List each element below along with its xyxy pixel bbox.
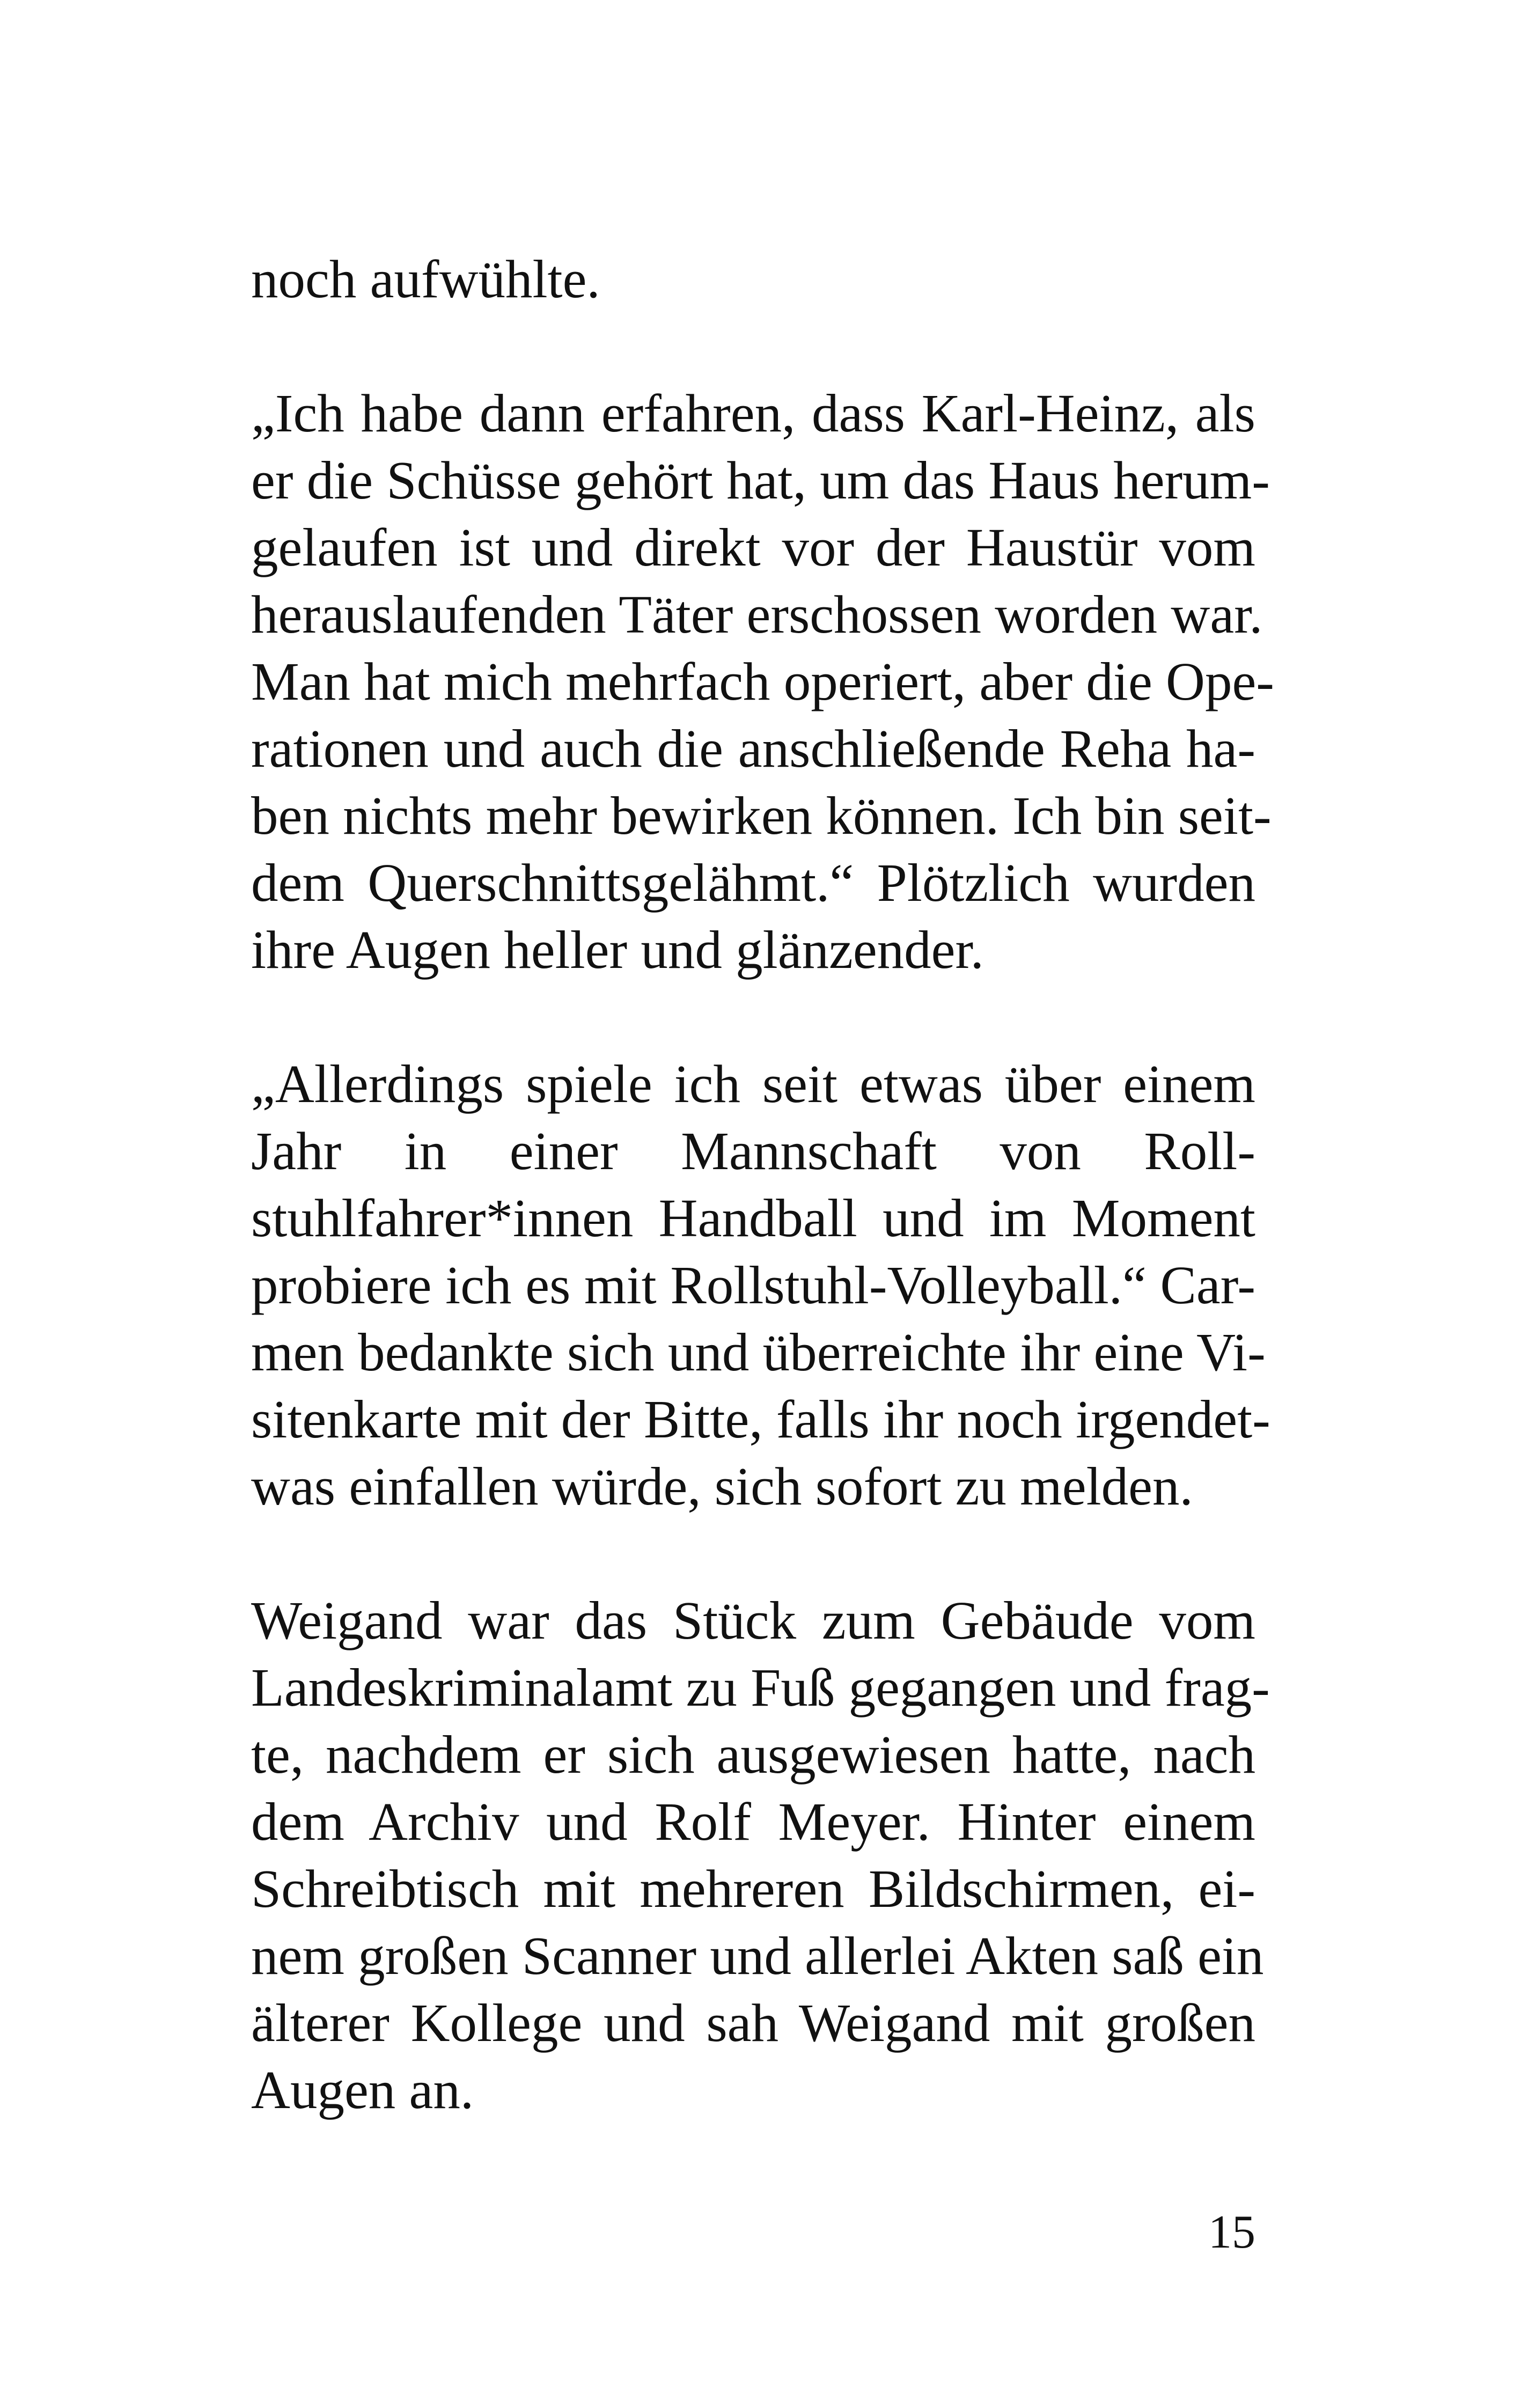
paragraph-2 bbox=[251, 380, 1274, 983]
text-line: gelaufen ist und direkt vor der Haustür vom bbox=[251, 517, 1255, 577]
text-line: sitenkarte mit der Bitte, falls ihr noch irgendet- bbox=[251, 1389, 1270, 1449]
text-line: herauslaufenden Täter erschossen worden war. bbox=[251, 584, 1263, 644]
text-line: Landeskriminalamt zu Fuß gegangen und frag- bbox=[251, 1657, 1270, 1717]
text-line: ben nichts mehr bewirken können. Ich bin seit- bbox=[251, 785, 1272, 846]
text-line: älterer Kollege und sah Weigand mit großen bbox=[251, 1993, 1255, 2053]
paragraph-1 bbox=[251, 246, 1255, 313]
text-line: stuhlfahrer*innen Handball und im Moment bbox=[251, 1188, 1255, 1248]
text-line: dem Archiv und Rolf Meyer. Hinter einem bbox=[251, 1792, 1255, 1852]
text-line: dem Querschnittsgelähmt.“ Plötzlich wurden bbox=[251, 853, 1255, 913]
paragraph-4 bbox=[251, 1587, 1270, 2124]
text-line: Weigand war das Stück zum Gebäude vom bbox=[251, 1590, 1255, 1650]
text-line: te, nachdem er sich ausgewiesen hatte, nach bbox=[251, 1724, 1255, 1785]
text-line: Augen an. bbox=[251, 2060, 474, 2120]
page-number: 15 bbox=[1208, 2206, 1255, 2258]
text-line: er die Schüsse gehört hat, um das Haus herum- bbox=[251, 450, 1270, 510]
text-line: noch aufwühlte. bbox=[251, 249, 600, 309]
text-line: Man hat mich mehrfach operiert, aber die Ope- bbox=[251, 651, 1274, 711]
body-text bbox=[251, 246, 1274, 2124]
text-line: „Ich habe dann erfahren, dass Karl-Heinz, als bbox=[251, 383, 1255, 443]
text-line: rationen und auch die anschließende Reha ha- bbox=[251, 718, 1255, 779]
text-line: probiere ich es mit Rollstuhl-Volleyball.“ Car- bbox=[251, 1255, 1255, 1315]
text-line: Jahr in einer Mannschaft von Roll- bbox=[251, 1121, 1255, 1181]
text-line: nem großen Scanner und allerlei Akten saß ein bbox=[251, 1926, 1264, 1986]
paragraph-3 bbox=[251, 1051, 1270, 1520]
text-line: was einfallen würde, sich sofort zu melden. bbox=[251, 1456, 1193, 1516]
text-line: Schreibtisch mit mehreren Bildschirmen, ei- bbox=[251, 1859, 1255, 1919]
text-line: ihre Augen heller und glänzender. bbox=[251, 920, 984, 980]
text-line: men bedankte sich und überreichte ihr eine Vi- bbox=[251, 1322, 1266, 1382]
text-line: „Allerdings spiele ich seit etwas über einem bbox=[251, 1054, 1255, 1114]
